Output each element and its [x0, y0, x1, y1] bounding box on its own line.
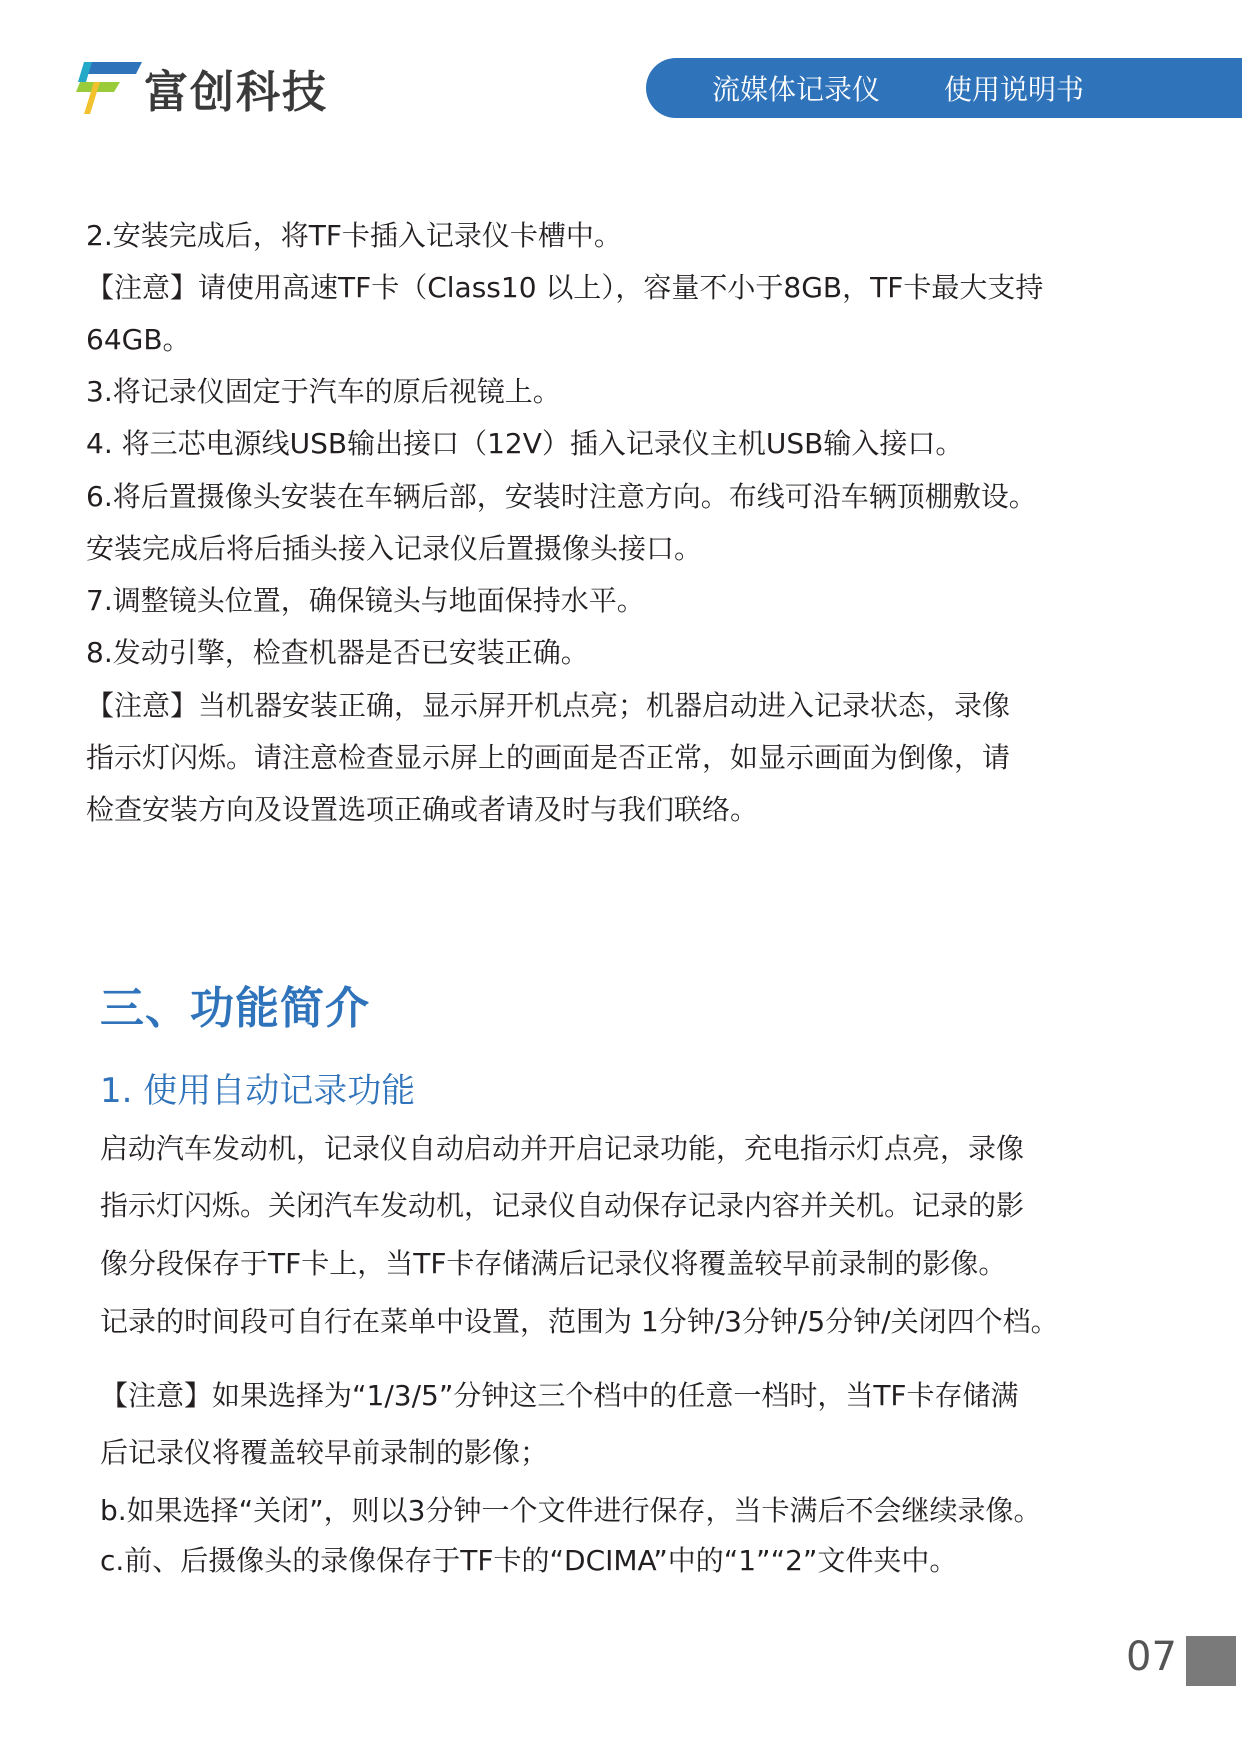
- section-title: 三、功能简介: [100, 983, 370, 1034]
- install-step: 6.将后置摄像头安装在车辆后部，安装时注意方向。布线可沿车辆顶棚敷设。: [86, 480, 1037, 513]
- company-name: 富创科技: [144, 67, 328, 118]
- install-step: 8.发动引擎，检查机器是否已安装正确。: [86, 636, 589, 669]
- install-step: 3.将记录仪固定于汽车的原后视镜上。: [86, 375, 561, 408]
- install-note: 【注意】当机器安装正确，显示屏开机点亮；机器启动进入记录状态，录像: [86, 689, 1011, 722]
- page-number-block: [1186, 1636, 1236, 1686]
- install-step-continued: 安装完成后将后插头接入记录仪后置摄像头接口。: [86, 532, 703, 565]
- install-step: 4. 将三芯电源线USB输出接口（12V）插入记录仪主机USB输入接口。: [86, 427, 964, 460]
- section-paragraph-line: 指示灯闪烁。关闭汽车发动机，记录仪自动保存记录内容并关机。记录的影: [100, 1189, 1025, 1222]
- header-banner: [646, 58, 1242, 118]
- document-type: 使用说明书: [944, 73, 1085, 106]
- page-number: 07: [1126, 1634, 1177, 1680]
- section-paragraph-line: 像分段保存于TF卡上，当TF卡存储满后记录仪将覆盖较早前录制的影像。: [100, 1247, 1007, 1280]
- product-name: 流媒体记录仪: [712, 73, 881, 106]
- section-note-line: b.如果选择“关闭”，则以3分钟一个文件进行保存，当卡满后不会继续录像。: [100, 1494, 1042, 1527]
- install-note-continued: 指示灯闪烁。请注意检查显示屏上的画面是否正常，如显示画面为倒像，请: [86, 741, 1011, 774]
- section-note-line: c.前、后摄像头的录像保存于TF卡的“DCIMA”中的“1”“2”文件夹中。: [100, 1544, 958, 1577]
- section-subtitle: 1. 使用自动记录功能: [100, 1071, 416, 1111]
- section-note-line: 【注意】如果选择为“1/3/5”分钟这三个档中的任意一档时，当TF卡存储满: [100, 1379, 1019, 1412]
- install-step: 7.调整镜头位置，确保镜头与地面保持水平。: [86, 584, 645, 617]
- install-note-continued: 检查安装方向及设置选项正确或者请及时与我们联络。: [86, 793, 759, 826]
- company-logo-icon: [76, 60, 146, 116]
- section-paragraph-line: 记录的时间段可自行在菜单中设置，范围为 1分钟/3分钟/5分钟/关闭四个档。: [100, 1305, 1059, 1338]
- install-note-continued: 64GB。: [86, 323, 191, 356]
- install-note: 【注意】请使用高速TF卡（Class10 以上），容量不小于8GB，TF卡最大支持: [86, 271, 1044, 304]
- install-step: 2.安装完成后，将TF卡插入记录仪卡槽中。: [86, 219, 622, 252]
- section-paragraph-line: 启动汽车发动机，记录仪自动启动并开启记录功能，充电指示灯点亮，录像: [100, 1132, 1025, 1165]
- section-note-line: 后记录仪将覆盖较早前录制的影像；: [100, 1436, 549, 1469]
